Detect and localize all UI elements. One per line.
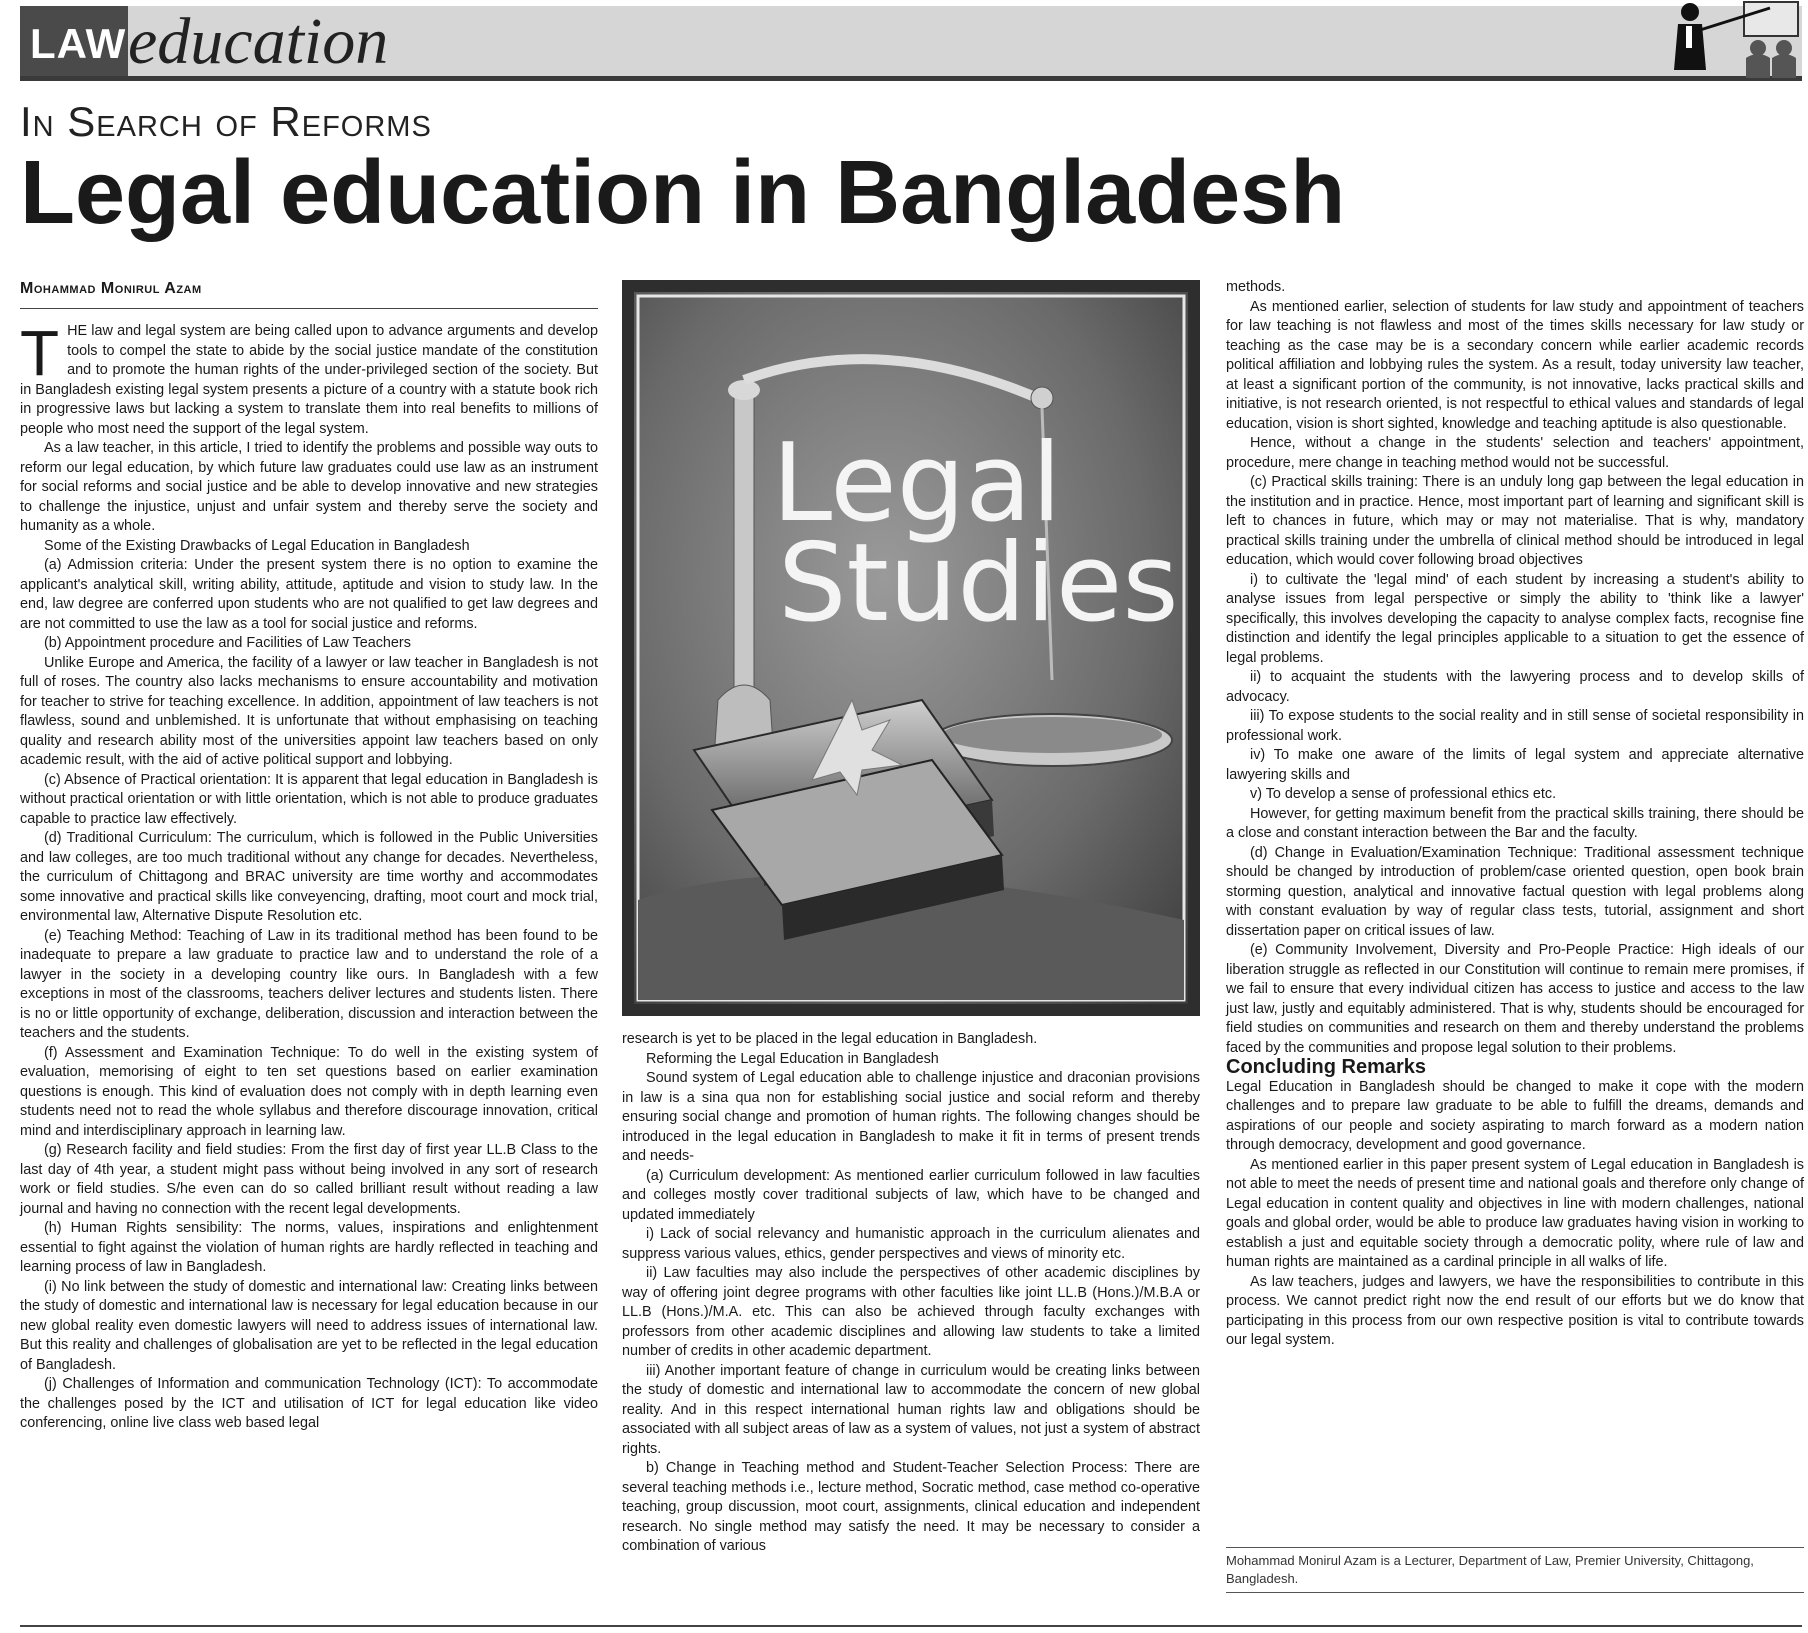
paragraph: (b) Appointment procedure and Facilities of Law Teachers — [44, 635, 411, 651]
paragraph: (d) Traditional Curriculum: The curriculum, which is followed in the Public Universities and law colleges, are too much traditional without any change for decades. Nevertheless, the curriculum of Chittagong and BRAC university are time worthy and accommodates some innovative and practical skills like conveyencing, drafting, moot court and mock trial, environmental law, Alternative Dispute Resolution etc. — [20, 830, 598, 924]
section-label-law: LAW — [30, 20, 127, 67]
paragraph: As mentioned earlier, selection of students for law study and appointment of teachers for law teaching is not flawless and most of the times skills necessary for law study or teaching as the case may be is a secondary concern while earlier academic records political affiliation and lobbying rules the system. As a result, today university law teacher, at least a significant portion of the community, is not innovative, lacks practical skills and initiative, is not research oriented, is not respectful to ethical values and standards of legal education, vision is short sighted, knowledge and teaching aptitude is also questionable. — [1226, 298, 1804, 432]
paragraph: As a law teacher, in this article, I tried to identify the problems and possible way outs to reform our legal education, by which future law graduates could use law as an instrument for social reforms and social justice and be able to develop innovative and new strategies to challenge the injustice, unjust and unfair system and thereby serve the society and humanity as a whole. — [20, 440, 598, 534]
paragraph: (d) Change in Evaluation/Examination Technique: Traditional assessment technique should be changed by introduction of problem/case oriented question, open book brain storming question, analytical and innovative factual question with legal problems along with constant evaluation by way of regular class tests, tutorial, assignment and short dissertation paper on critical issues of law. — [1226, 844, 1804, 939]
paragraph: research is yet to be placed in the legal education in Bangladesh. — [622, 1031, 1038, 1047]
paragraph: (f) Assessment and Examination Technique: To do well in the existing system of evaluation, memorising of eight to ten set questions based on earlier examination questions is enough. This kind of evaluation does not comply with in depth learning even students need not to read the whole syllabus and therefore discourage innovation, critical mind and interdisciplinary approach in learning law. — [20, 1044, 598, 1139]
paragraph: iii) To expose students to the social reality and in still sense of societal responsibility in professional work. — [1226, 708, 1804, 744]
drop-cap: T — [20, 317, 60, 389]
paragraph: (h) Human Rights sensibility: The norms, values, inspirations and enlightenment essential to fight against the violation of human rights are hardly reflected in teaching and learning process of law in Bangladesh. — [20, 1220, 598, 1275]
paragraph: Sound system of Legal education able to challenge injustice and draconian provisions in law is a sina qua non for establishing social justice and social reform and thereby ensuring social change and promotion of human rights. The following changes should be introduced in the legal education in Bangladesh to make it fit in terms of present trends and needs- — [622, 1070, 1200, 1164]
article-kicker: In Search of Reforms — [20, 98, 432, 145]
article-column-2 — [622, 1030, 1200, 1557]
paragraph: iii) Another important feature of change in curriculum would be creating links between the study of domestic and international law to accommodate the concern of new global reality. And in this respect international human rights law and obligations should be associated with all subject areas of law as a system of values, not just a system of abstract rights. — [622, 1362, 1200, 1457]
paragraph: (e) Teaching Method: Teaching of Law in its traditional method has been found to be inadequate to prepare a law graduate to practice law and to understand the role of a lawyer in the society in a developing country like ours. In Bangladesh with a few exceptions in most of the classrooms, teachers deliver lectures and students listen. There is no or little opportunity of exchange, deliberation, discussion and interaction between the teachers and the students. — [20, 927, 598, 1041]
section-label-education: education — [128, 5, 389, 78]
paragraph: As law teachers, judges and lawyers, we have the responsibilities to contribute in this process. We cannot predict right now the end result of our efforts but we do know that participating in this process from our own respective position is vital to contribute towards our legal system. — [1226, 1273, 1804, 1348]
paragraph: ii) Law faculties may also include the perspectives of other academic disciplines by way of offering joint degree programs with other faculties like joint LL.B (Hons.)/M.B.A or LL.B (Hons.)/M.A. etc. This can also be achieved through faculty exchanges with professors from other academic disciplines and allowing law students to take a limited number of credits in other academic department. — [622, 1265, 1200, 1359]
paragraph: i) to cultivate the 'legal mind' of each student by increasing a student's ability to analyse issues from legal perspective or simply the ability to 'think like a lawyer' specifically, this involves developing the capacity to analyse complex facts, recognise fine distinction and identify the legal principles applicable to a situation to get the essence of legal problems. — [1226, 571, 1804, 666]
paragraph: (g) Research facility and field studies: From the first day of first year LL.B Class to the last day of 4th year, a student might pass without being involved in any sort of research work or field studies. S/he even can do so called brilliant result without reading a law journal and having no connection with the recent legal developments. — [20, 1142, 598, 1217]
paragraph: v) To develop a sense of professional ethics etc. — [1250, 786, 1557, 802]
photo-title-line1: Legal — [772, 421, 1062, 546]
paragraph: (j) Challenges of Information and communication Technology (ICT): To accommodate the challenges posed by the ICT and utilisation of ICT for legal education like video conferencing, online live class web based legal — [20, 1376, 598, 1431]
paragraph: (a) Curriculum development: As mentioned earlier curriculum followed in law faculties and colleges mostly cover traditional subjects of law, which have to be changed and updated immediately — [622, 1167, 1200, 1223]
photo-title-line2: Studies — [778, 521, 1179, 646]
paragraph: (c) Absence of Practical orientation: It is apparent that legal education in Bangladesh is without practical orientation or with little orientation, which is not able to produce graduates capable to practice law effectively. — [20, 771, 598, 827]
lead-paragraph: THE law and legal system are being called upon to advance arguments and develop tools to compel the state to abide by the social justice mandate of the constitution and to promote the human rights of the under-privileged section of the society. But in Bangladesh existing legal system presents a picture of a country with a statute book rich in progressive laws but lacking a system to translate them into real benefits to millions of people who most need the support of the legal system. — [20, 317, 598, 437]
author-bio: Mohammad Monirul Azam is a Lecturer, Department of Law, Premier University, Chittagong, Bangladesh. — [1226, 1553, 1754, 1586]
bio-divider-top — [1226, 1547, 1804, 1548]
paragraph: b) Change in Teaching method and Student-Teacher Selection Process: There are several teaching methods i.e., lecture method, Socratic method, case method co-operative teaching, group discussion, moot court, assignments, clinical education and independent research. No single method may satisfy the need. It may be necessary to consider a combination of various — [622, 1460, 1200, 1554]
paragraph: ii) to acquaint the students with the lawyering process and to develop skills of advocacy. — [1226, 669, 1804, 705]
paragraph: (a) Admission criteria: Under the present system there is no option to examine the applicant's analytical skill, writing ability, attitude, aptitude and vision to study law. In the end, law degree are conferred upon students who are not qualified to get law degrees and are not committed to use the law as a tool for social justice and reforms. — [20, 557, 598, 632]
paragraph: (i) No link between the study of domestic and international law: Creating links between the study of domestic and international law is necessary for legal education because in our new global reality even domestic lawyers will need to address issues of international law. But this reality and challenges of globalisation are yet to be reflected in the legal education of Bangladesh. — [20, 1278, 598, 1373]
article-headline: Legal education in Bangladesh — [20, 143, 1346, 243]
paragraph: (e) Community Involvement, Diversity and Pro-People Practice: High ideals of our liberation struggle as reflected in our Constitution will continue to remain mere promises, if we fail to ensure that every individual citizen has access to justice and access to the law just law, justly and equitably administered. That is why, students should be encouraged for field studies on communities and research on them and thereby understand the problems faced by the communities and propose legal solution to their problems. — [1226, 942, 1804, 1056]
article-byline: Mohammad Monirul Azam — [20, 280, 202, 297]
paragraph: However, for getting maximum benefit from the practical skills training, there should be a close and constant interaction between the Bar and the faculty. — [1226, 805, 1804, 841]
paragraph: Unlike Europe and America, the facility of a lawyer or law teacher in Bangladesh is not full of roses. The country also lacks mechanisms to ensure accountability and motivation for teacher to strive for teaching excellence. In addition, appointment of law teachers is not flawless, sound and unblemished. It is unfortunate that without emphasising on teaching quality and research ability most of the universities appoint law teachers based on only academic result, with the aid of active political support and lobbying. — [20, 654, 598, 768]
paragraph: Reforming the Legal Education in Bangladesh — [646, 1050, 939, 1067]
paragraph: iv) To make one aware of the limits of legal system and appreciate alternative lawyering skills and — [1226, 747, 1804, 783]
paragraph: Hence, without a change in the students' selection and teachers' appointment, procedure, mere change in teaching method would not be successful. — [1226, 435, 1804, 471]
article-column-1 — [20, 317, 598, 1434]
page-bottom-rule — [20, 1625, 1802, 1627]
bio-divider-bottom — [1226, 1592, 1804, 1593]
byline-divider — [20, 308, 598, 309]
paragraph: i) Lack of social relevancy and humanistic approach in the curriculum alienates and suppress various values, ethics, gender perspectives and views of minority etc. — [622, 1226, 1200, 1262]
scales-of-justice-on-books-photo — [622, 280, 1200, 1016]
paragraph: (c) Practical skills training: There is an unduly long gap between the legal education in the institution and in practice. Hence, most important part of learning and significant skill is left to chances in future, which may or may not materialise. That is why, mandatory practical skills training under the umbrella of clinical method should be introduced in legal education, which would cover following broad objectives — [1226, 474, 1804, 568]
paragraph: methods. — [1226, 279, 1286, 295]
teacher-pointing-board-icon — [1660, 0, 1800, 78]
paragraph: Legal Education in Bangladesh should be changed to make it cope with the modern challenges and to prepare law graduate to be able to fulfill the dreams, demands and aspirations of our people and society aspirating to march forward as a modern nation through democracy, development and good governance. — [1226, 1078, 1804, 1153]
paragraph: As mentioned earlier in this paper present system of Legal education in Bangladesh is not able to meet the needs of present time and national goals and therefore only change of Legal education in content quality and objectives in line with modern challenges, national goals and global order, would be able to produce law graduates having vision in working to establish a just and equitable society through a democratic polity, where rule of law and human rights are maintained as a cardinal principle in all walks of life. — [1226, 1156, 1804, 1270]
concluding-heading: Concluding Remarks — [1226, 1056, 1427, 1078]
article-column-3 — [1226, 278, 1804, 1351]
paragraph: Some of the Existing Drawbacks of Legal Education in Bangladesh — [44, 537, 470, 554]
